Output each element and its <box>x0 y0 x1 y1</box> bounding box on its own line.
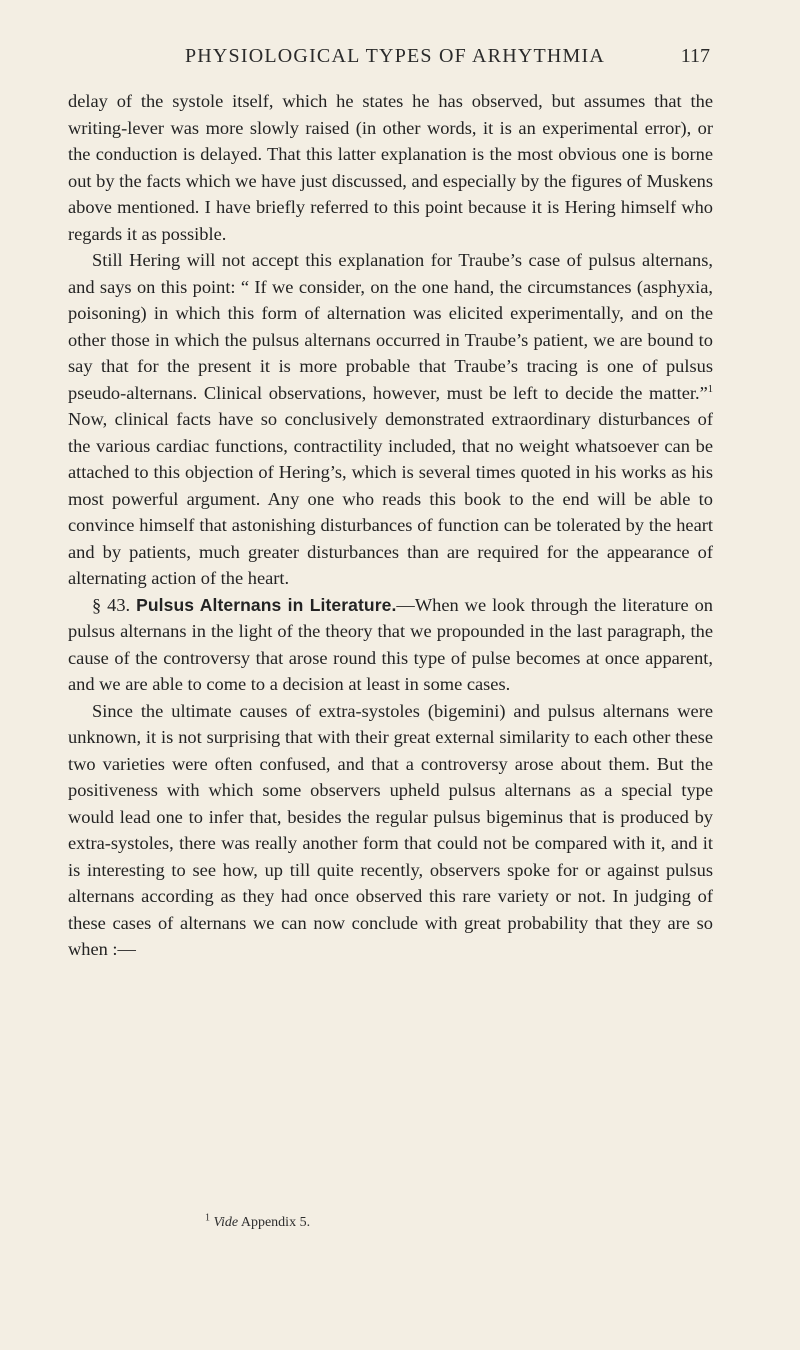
page-header <box>0 45 800 75</box>
section-43-text: —When we look through the literature on pulsus alternans in the light of the theory that we propounded in the last paragraph, the cause of the controversy that arose round this type of pulse becomes at once apparent, and we are able to come to a decision at least in some cases. <box>68 594 714 694</box>
section-number: § 43. <box>92 594 131 615</box>
page-number: 117 <box>680 45 710 67</box>
page-body <box>68 88 713 963</box>
footnote-reference: 1 <box>707 383 713 395</box>
paragraph-hering-objection-text-b: Now, clinical facts have so conclusively demonstrated extraordinary disturbances of the various cardiac functions, contractility included, that no weight whatsoever can be attached to this objection of Hering’s, which is several times quoted in his works as his most powerful argument. Any one who reads this book to the end will be able to convince himself that astonishing disturbances of function can be tolerated by the heart and by patients, much greater disturbances than are required for the appearance of alternating action of the heart. <box>68 409 713 588</box>
footnote <box>205 1212 311 1231</box>
paragraph-hering-objection-text-a: Still Hering will not accept this explanation for Traube’s case of pulsus alternans, and says on this point: “ If we consider, on the one hand, the circumstances (asphyxia, poisoning) in which this form of alternation was elicited experimentally, and on the other those in which the pulsus alternans occurred in Traube’s patient, we are bound to say that for the present it is more probable that Traube’s tracing is one of pulsus pseudo-alternans. Clinical observations, however, must be left to decide the matter.” <box>68 250 713 403</box>
footnote-vide: Vide <box>213 1215 239 1230</box>
running-head: PHYSIOLOGICAL TYPES OF ARHYTHMIA <box>184 45 606 67</box>
paragraph-ultimate-causes: Since the ultimate causes of extra-systoles (bigemini) and pulsus alternans were unknown, it is not surprising that with their great external similarity to each other these two varieties were often confused, and that a controversy arose about them. But the positiveness with which some observers upheld pulsus alternans as a special type would lead one to infer that, besides the regular pulsus bigeminus that is produced by extra-systoles, there was really another form that could not be compared with it, and it is interesting to see how, up till quite recently, observers spoke for or against pulsus alternans according as they had once observed this rare variety or not. In judging of these cases of alternans we can now conclude with great probability that they are so when :— <box>68 700 713 959</box>
paragraph-hering-objection <box>68 247 713 592</box>
section-43-paragraph <box>68 592 713 698</box>
section-title: Pulsus Alternans in Literature. <box>136 594 397 615</box>
footnote-text: Appendix 5. <box>238 1215 311 1230</box>
footnote-mark: 1 <box>205 1212 210 1224</box>
paragraph-continuation: delay of the systole itself, which he states he has observed, but assumes that the writing-lever was more slowly raised (in other words, it is an experimental error), or the conduction is delayed. That this latter explanation is the most obvious one is borne out by the facts which we have just discussed, and especially by the figures of Muskens above mentioned. I have briefly referred to this point because it is Hering himself who regards it as possible. <box>68 91 713 244</box>
